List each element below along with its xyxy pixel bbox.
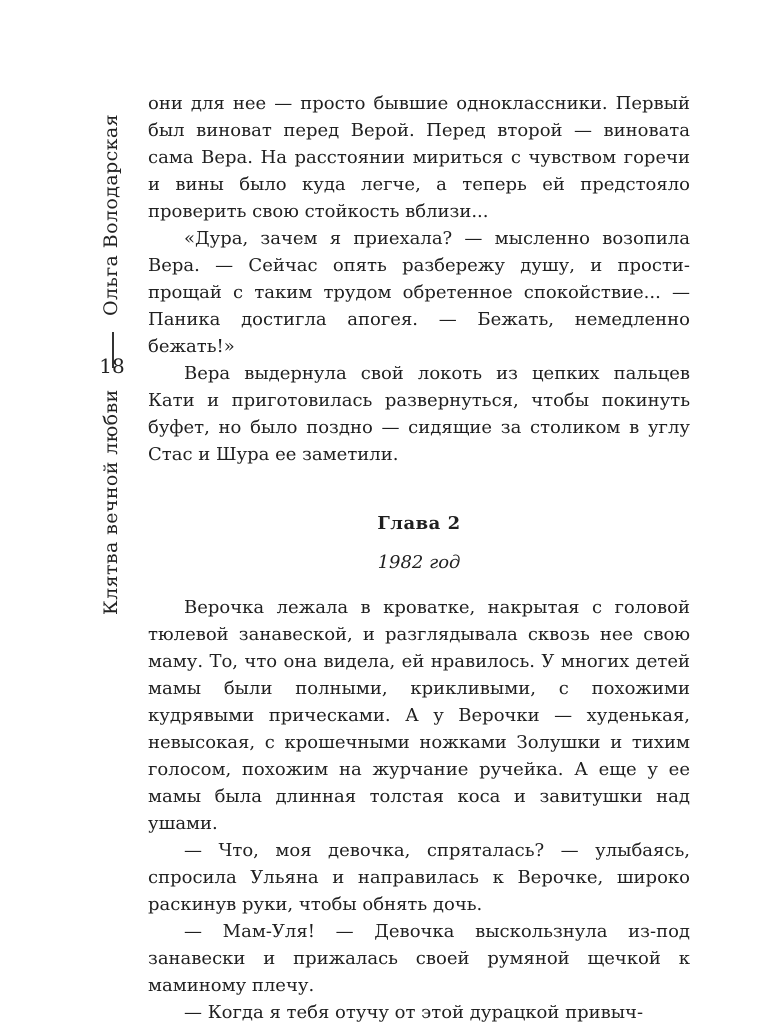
paragraph-6: — Мам-Уля! — Девочка выскользнула из-под занавески и прижалась своей румяной щечкой к маминому плечу.	[148, 921, 690, 996]
author-name: Ольга Володарская	[100, 113, 122, 316]
page-number: 18	[99, 354, 125, 378]
chapter-title: Глава 2	[377, 513, 461, 534]
paragraph-4: Верочка лежала в кроватке, накрытая с головой тюлевой занавеской, и разглядывала сквозь нее свою маму. То, что она видела, ей нравилось. У многих детей мамы были полными, крикливыми, с похожими кудрявыми прическами. А у Верочки — худенькая, невысокая, с крошечными ножками Золушки и тихим голосом, похожим на журчание ручейка. А еще у ее мамы была длинная толстая коса и завитушки над ушами.	[148, 597, 690, 834]
paragraph-3: Вера выдернула свой локоть из цепких пальцев Кати и приготовилась развернуться, чтобы покинуть буфет, но было поздно — сидящие за столиком в углу Стас и Шура ее заметили.	[148, 363, 690, 465]
book-title: Клятва вечной любви	[100, 389, 122, 615]
paragraph-1: они для нее — просто бывшие одноклассники. Первый был виноват перед Верой. Перед второй — виновата сама Вера. На расстоянии мириться с чувством горечи и вины было куда легче, а теперь ей предстояло проверить свою стойкость вблизи...	[148, 93, 690, 222]
paragraph-5: — Что, моя девочка, спряталась? — улыбаясь, спросила Ульяна и направилась к Верочке, широко раскинув руки, чтобы обнять дочь.	[148, 840, 690, 915]
chapter-year: 1982 год	[377, 552, 461, 573]
text-column	[148, 90, 690, 1026]
paragraph-7: — Когда я тебя отучу от этой дурацкой привыч-	[184, 1002, 644, 1023]
paragraph-2: «Дура, зачем я приехала? — мысленно возопила Вера. — Сейчас опять разбережу душу, и прости-прощай с таким трудом обретенное спокойствие... — Паника достигла апогея. — Бежать, немедленно бежать!»	[148, 228, 690, 357]
